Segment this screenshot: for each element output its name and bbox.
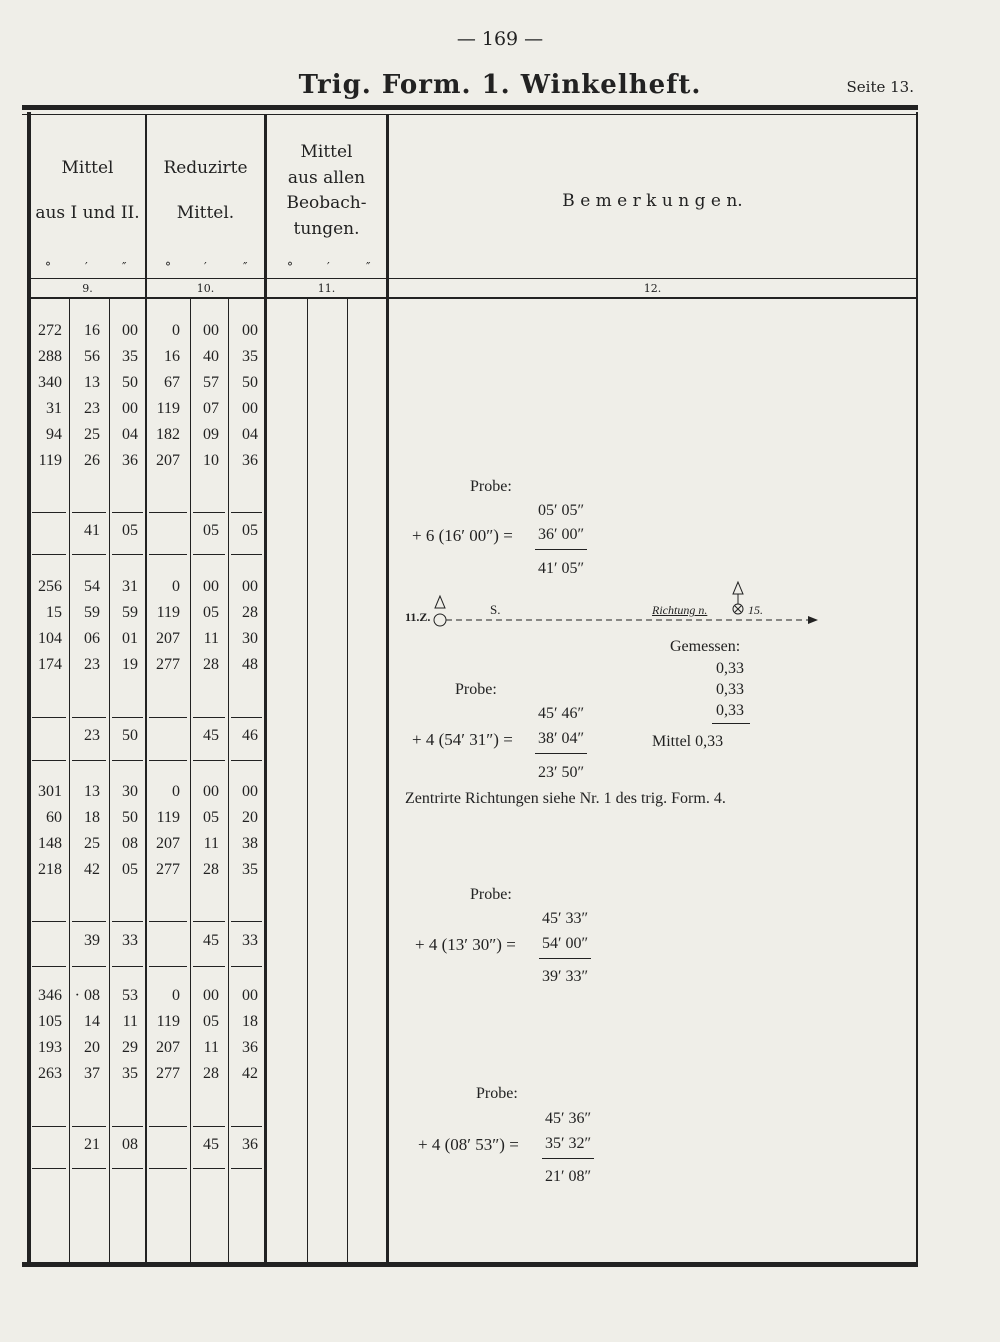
sum-rule bbox=[32, 1168, 66, 1169]
probe-label-3: Probe: bbox=[470, 886, 512, 903]
sum-rule bbox=[149, 1168, 187, 1169]
table-cell: 15 bbox=[46, 604, 62, 621]
probe2-eq: + 4 (54′ 31″) = bbox=[412, 730, 513, 749]
sketch-label-s: S. bbox=[490, 602, 501, 617]
form-title: Trig. Form. 1. Winkelheft. bbox=[298, 70, 702, 100]
header-line: Beobach- bbox=[286, 193, 367, 213]
header-line: tungen. bbox=[293, 218, 360, 239]
table-cell: 35 bbox=[242, 348, 258, 365]
probe1-top: 05′ 05″ bbox=[538, 502, 585, 519]
table-cell: 00 bbox=[203, 783, 219, 800]
table-cell: 67 bbox=[164, 374, 180, 391]
probe3-top: 45′ 33″ bbox=[542, 910, 589, 927]
probe4-result: 21′ 08″ bbox=[545, 1168, 592, 1185]
header-bemerkungen: B e m e r k u n g e n. bbox=[562, 191, 743, 211]
table-cell: 05 bbox=[203, 522, 219, 539]
sum-rule bbox=[193, 717, 225, 718]
table-cell: 207 bbox=[156, 1039, 180, 1056]
table-cell: 00 bbox=[122, 400, 138, 417]
probe3-rule bbox=[539, 958, 591, 959]
table-cell: 174 bbox=[38, 656, 62, 673]
table-cell: 39 bbox=[84, 932, 100, 949]
table-cell: 00 bbox=[122, 322, 138, 339]
probe2-top: 45′ 46″ bbox=[538, 705, 585, 722]
table-cell: 0 bbox=[172, 783, 180, 800]
unit-symbol: ″ bbox=[122, 260, 127, 274]
sum-rule bbox=[72, 966, 106, 967]
table-cell: 50 bbox=[122, 727, 138, 744]
sum-rule bbox=[149, 554, 187, 555]
sum-rule bbox=[112, 512, 143, 513]
table-cell: 05 bbox=[203, 809, 219, 826]
probe3-mid: 54′ 00″ bbox=[542, 935, 589, 952]
probe1-rule bbox=[535, 549, 587, 550]
probe2-mid: 38′ 04″ bbox=[538, 730, 585, 747]
table-cell: 301 bbox=[38, 783, 62, 800]
table-cell: 104 bbox=[38, 630, 62, 647]
sum-rule bbox=[149, 921, 187, 922]
gemessen-value-3: 0,33 bbox=[716, 702, 744, 719]
table-right-border bbox=[916, 112, 918, 1264]
table-cell: 218 bbox=[38, 861, 62, 878]
table-cell: 07 bbox=[203, 400, 219, 417]
sum-rule bbox=[149, 760, 187, 761]
zentrirte-note: Zentrirte Richtungen siehe Nr. 1 des trig. Form. 4. bbox=[405, 790, 726, 807]
table-cell: 53 bbox=[122, 987, 138, 1004]
table-cell: 182 bbox=[156, 426, 180, 443]
table-cell: · 08 bbox=[74, 987, 100, 1004]
table-cell: 46 bbox=[242, 727, 258, 744]
table-cell: 277 bbox=[156, 861, 180, 878]
table-cell: 38 bbox=[242, 835, 258, 852]
table-cell: 119 bbox=[38, 452, 62, 469]
table-cell: 05 bbox=[203, 1013, 219, 1030]
probe-label-1: Probe: bbox=[470, 478, 512, 495]
table-cell: 119 bbox=[156, 1013, 180, 1030]
table-cell: 50 bbox=[242, 374, 258, 391]
sum-rule bbox=[231, 921, 262, 922]
sum-rule bbox=[112, 1168, 143, 1169]
table-cell: 50 bbox=[122, 809, 138, 826]
table-cell: 36 bbox=[122, 452, 138, 469]
table-cell: 59 bbox=[122, 604, 138, 621]
sum-rule bbox=[193, 966, 225, 967]
table-cell: 45 bbox=[203, 1136, 219, 1153]
unit-symbol: ′ bbox=[85, 260, 88, 274]
sum-rule bbox=[231, 966, 262, 967]
table-cell: 25 bbox=[84, 835, 100, 852]
table-cell: 57 bbox=[203, 374, 219, 391]
table-cell: 56 bbox=[84, 348, 100, 365]
table-cell: 30 bbox=[242, 630, 258, 647]
sum-rule bbox=[193, 1126, 225, 1127]
table-cell: 340 bbox=[38, 374, 62, 391]
sum-rule bbox=[32, 966, 66, 967]
table-cell: 30 bbox=[122, 783, 138, 800]
table-cell: 11 bbox=[203, 1039, 219, 1056]
table-cell: 00 bbox=[203, 578, 219, 595]
page-label: Seite 13. bbox=[846, 78, 914, 96]
table-cell: 00 bbox=[203, 322, 219, 339]
sum-rule bbox=[72, 717, 106, 718]
table-cell: 06 bbox=[84, 630, 100, 647]
unit-symbol: ° bbox=[287, 260, 293, 274]
table-cell: 21 bbox=[84, 1136, 100, 1153]
table-cell: 119 bbox=[156, 400, 180, 417]
probe3-eq: + 4 (13′ 30″) = bbox=[415, 935, 516, 954]
header-mittel bbox=[30, 155, 145, 227]
sub-divider bbox=[307, 297, 308, 1262]
sum-rule bbox=[193, 512, 225, 513]
sum-rule bbox=[32, 554, 66, 555]
table-cell: 01 bbox=[122, 630, 138, 647]
table-cell: 13 bbox=[84, 374, 100, 391]
header-line: aus allen bbox=[287, 167, 366, 188]
table-cell: 31 bbox=[122, 578, 138, 595]
table-cell: 0 bbox=[172, 322, 180, 339]
header-line: Mittel bbox=[61, 158, 114, 178]
table-cell: 05 bbox=[242, 522, 258, 539]
table-cell: 05 bbox=[122, 522, 138, 539]
table-cell: 59 bbox=[84, 604, 100, 621]
sum-rule bbox=[231, 717, 262, 718]
table-cell: 28 bbox=[203, 656, 219, 673]
table-cell: 20 bbox=[84, 1039, 100, 1056]
header-line: Reduzirte bbox=[163, 158, 248, 178]
table-cell: 41 bbox=[84, 522, 100, 539]
sum-rule bbox=[32, 1126, 66, 1127]
table-cell: 23 bbox=[84, 727, 100, 744]
probe4-mid: 35′ 32″ bbox=[545, 1135, 592, 1152]
table-cell: 18 bbox=[84, 809, 100, 826]
table-cell: 288 bbox=[38, 348, 62, 365]
table-cell: 13 bbox=[84, 783, 100, 800]
sum-rule bbox=[112, 554, 143, 555]
sum-rule bbox=[193, 760, 225, 761]
table-cell: 28 bbox=[242, 604, 258, 621]
sum-rule bbox=[32, 512, 66, 513]
table-cell: 193 bbox=[38, 1039, 62, 1056]
page-number: — 169 — bbox=[456, 28, 544, 50]
sum-rule bbox=[32, 921, 66, 922]
table-cell: 08 bbox=[122, 1136, 138, 1153]
table-cell: 19 bbox=[122, 656, 138, 673]
header-alle bbox=[267, 140, 386, 242]
header-reduzirte bbox=[147, 155, 264, 227]
table-cell: 04 bbox=[242, 426, 258, 443]
table-cell: 04 bbox=[122, 426, 138, 443]
table-cell: 37 bbox=[84, 1065, 100, 1082]
table-cell: 148 bbox=[38, 835, 62, 852]
table-cell: 119 bbox=[156, 604, 180, 621]
table-cell: 28 bbox=[203, 1065, 219, 1082]
table-cell: 42 bbox=[84, 861, 100, 878]
table-cell: 08 bbox=[122, 835, 138, 852]
table-cell: 00 bbox=[242, 987, 258, 1004]
table-inner-top-border bbox=[22, 114, 918, 115]
table-cell: 263 bbox=[38, 1065, 62, 1082]
sum-rule bbox=[32, 760, 66, 761]
unit-symbol: ′ bbox=[204, 260, 207, 274]
table-cell: 23 bbox=[84, 656, 100, 673]
sum-rule bbox=[231, 554, 262, 555]
sketch-label-11z: 11.Z. bbox=[405, 610, 431, 624]
probe3-result: 39′ 33″ bbox=[542, 968, 589, 985]
sum-rule bbox=[231, 1168, 262, 1169]
sum-rule bbox=[72, 1126, 106, 1127]
sketch-label-15: 15. bbox=[748, 603, 763, 617]
table-cell: 25 bbox=[84, 426, 100, 443]
table-cell: 36 bbox=[242, 452, 258, 469]
probe4-rule bbox=[542, 1158, 594, 1159]
table-cell: 35 bbox=[122, 348, 138, 365]
table-cell: 40 bbox=[203, 348, 219, 365]
sum-rule bbox=[149, 966, 187, 967]
header-line: aus I und II. bbox=[35, 203, 140, 224]
unit-symbol: ′ bbox=[327, 260, 330, 274]
table-cell: 0 bbox=[172, 578, 180, 595]
table-cell: 45 bbox=[203, 727, 219, 744]
sum-rule bbox=[231, 760, 262, 761]
header-rule bbox=[30, 278, 916, 279]
sum-rule bbox=[231, 512, 262, 513]
sum-rule bbox=[193, 554, 225, 555]
table-cell: 60 bbox=[46, 809, 62, 826]
table-cell: 10 bbox=[203, 452, 219, 469]
sum-rule bbox=[112, 966, 143, 967]
table-cell: 0 bbox=[172, 987, 180, 1004]
sum-rule bbox=[112, 921, 143, 922]
table-cell: 105 bbox=[38, 1013, 62, 1030]
gemessen-rule bbox=[712, 723, 750, 724]
table-cell: 00 bbox=[242, 322, 258, 339]
unit-symbol: ″ bbox=[366, 260, 371, 274]
table-cell: 42 bbox=[242, 1065, 258, 1082]
table-cell: 94 bbox=[46, 426, 62, 443]
sum-rule bbox=[112, 717, 143, 718]
sum-rule bbox=[72, 1168, 106, 1169]
table-cell: 272 bbox=[38, 322, 62, 339]
unit-symbol: ° bbox=[165, 260, 171, 274]
table-cell: 20 bbox=[242, 809, 258, 826]
table-cell: 277 bbox=[156, 1065, 180, 1082]
gemessen-label: Gemessen: bbox=[670, 638, 741, 655]
col-number-12: 12. bbox=[643, 282, 662, 295]
table-cell: 207 bbox=[156, 835, 180, 852]
table-cell: 16 bbox=[164, 348, 180, 365]
gemessen-mittel: Mittel 0,33 bbox=[652, 733, 724, 750]
table-cell: 09 bbox=[203, 426, 219, 443]
col-number-9: 9. bbox=[82, 282, 93, 295]
table-cell: 11 bbox=[203, 835, 219, 852]
sum-rule bbox=[72, 921, 106, 922]
sum-rule bbox=[72, 760, 106, 761]
table-cell: 05 bbox=[122, 861, 138, 878]
table-cell: 05 bbox=[203, 604, 219, 621]
gemessen-value-1: 0,33 bbox=[716, 660, 744, 677]
sum-rule bbox=[149, 717, 187, 718]
sum-rule bbox=[193, 1168, 225, 1169]
table-cell: 26 bbox=[84, 452, 100, 469]
table-cell: 16 bbox=[84, 322, 100, 339]
probe-label-4: Probe: bbox=[476, 1085, 518, 1102]
gemessen-value-2: 0,33 bbox=[716, 681, 744, 698]
table-cell: 29 bbox=[122, 1039, 138, 1056]
header-line: Mittel bbox=[300, 142, 353, 162]
sketch-label-richtung: Richtung n. bbox=[652, 603, 708, 617]
table-cell: 277 bbox=[156, 656, 180, 673]
table-cell: 23 bbox=[84, 400, 100, 417]
table-cell: 207 bbox=[156, 630, 180, 647]
table-cell: 31 bbox=[46, 400, 62, 417]
probe4-eq: + 4 (08′ 53″) = bbox=[418, 1135, 519, 1154]
sum-rule bbox=[72, 554, 106, 555]
sum-rule bbox=[231, 1126, 262, 1127]
sum-rule bbox=[32, 717, 66, 718]
unit-symbol: ″ bbox=[243, 260, 248, 274]
table-cell: 33 bbox=[122, 932, 138, 949]
sub-divider bbox=[347, 297, 348, 1262]
header-rule-bold bbox=[30, 297, 916, 299]
table-cell: 35 bbox=[242, 861, 258, 878]
table-cell: 11 bbox=[122, 1013, 138, 1030]
col-number-10: 10. bbox=[196, 282, 215, 295]
probe4-top: 45′ 36″ bbox=[545, 1110, 592, 1127]
table-cell: 54 bbox=[84, 578, 100, 595]
sum-rule bbox=[72, 512, 106, 513]
table-cell: 50 bbox=[122, 374, 138, 391]
sum-rule bbox=[112, 1126, 143, 1127]
table-cell: 11 bbox=[203, 630, 219, 647]
unit-symbol: ° bbox=[45, 260, 51, 274]
table-bottom-border bbox=[22, 1262, 918, 1267]
probe-label-2: Probe: bbox=[455, 681, 497, 698]
table-cell: 48 bbox=[242, 656, 258, 673]
table-cell: 256 bbox=[38, 578, 62, 595]
table-cell: 207 bbox=[156, 452, 180, 469]
sum-rule bbox=[149, 1126, 187, 1127]
probe2-rule bbox=[535, 753, 587, 754]
table-cell: 00 bbox=[242, 783, 258, 800]
table-cell: 28 bbox=[203, 861, 219, 878]
probe1-result: 41′ 05″ bbox=[538, 560, 585, 577]
probe2-result: 23′ 50″ bbox=[538, 764, 585, 781]
sum-rule bbox=[149, 512, 187, 513]
table-cell: 14 bbox=[84, 1013, 100, 1030]
table-cell: 36 bbox=[242, 1039, 258, 1056]
header-line: Mittel. bbox=[176, 203, 235, 224]
table-cell: 36 bbox=[242, 1136, 258, 1153]
table-cell: 45 bbox=[203, 932, 219, 949]
sum-rule bbox=[193, 921, 225, 922]
probe1-mid: 36′ 00″ bbox=[538, 526, 585, 543]
table-top-border bbox=[22, 105, 918, 110]
table-cell: 35 bbox=[122, 1065, 138, 1082]
table-cell: 119 bbox=[156, 809, 180, 826]
probe1-eq: + 6 (16′ 00″) = bbox=[412, 526, 513, 545]
table-cell: 00 bbox=[242, 400, 258, 417]
table-cell: 00 bbox=[242, 578, 258, 595]
table-cell: 18 bbox=[242, 1013, 258, 1030]
table-cell: 00 bbox=[203, 987, 219, 1004]
col-number-11: 11. bbox=[317, 282, 336, 295]
sum-rule bbox=[112, 760, 143, 761]
table-cell: 33 bbox=[242, 932, 258, 949]
table-cell: 346 bbox=[38, 987, 62, 1004]
